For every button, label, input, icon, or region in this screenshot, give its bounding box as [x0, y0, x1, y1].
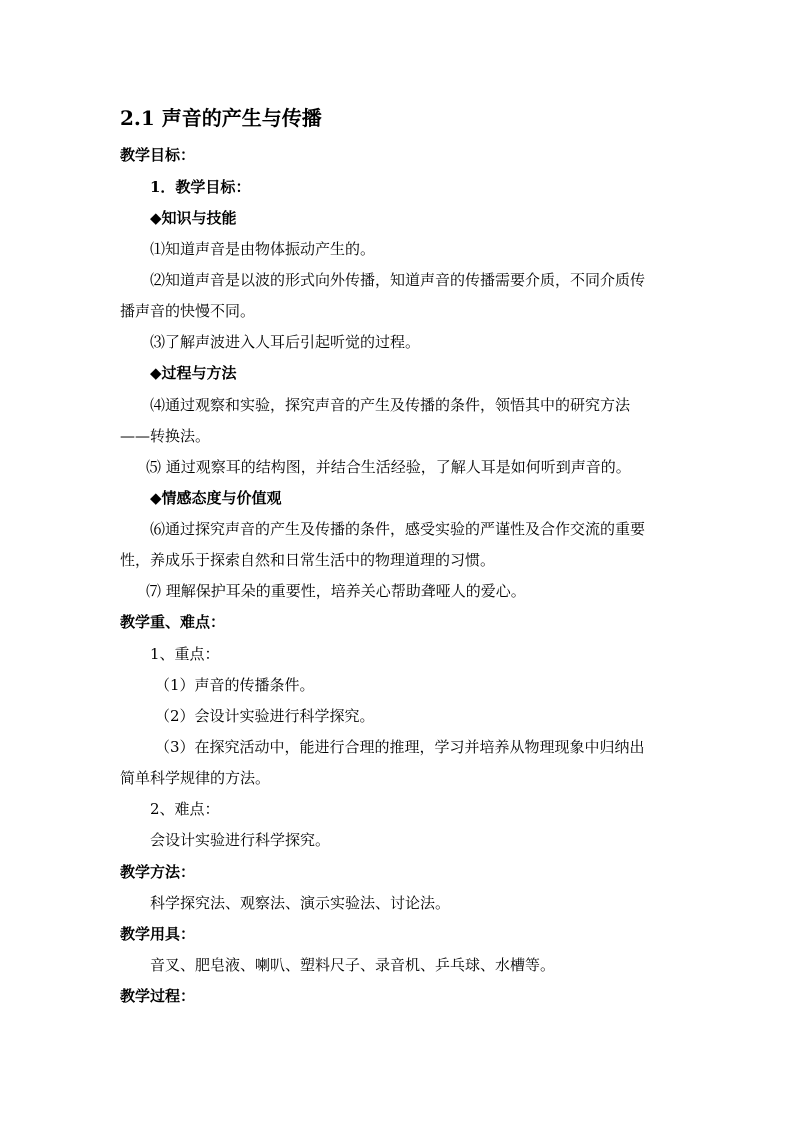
- difficult-subheading: 2、难点：: [150, 800, 220, 818]
- key-difficult-heading: 教学重、难点：: [120, 613, 226, 631]
- process-item-4-line-2: ——转换法。: [120, 427, 211, 445]
- key-subheading: 1、重点：: [150, 645, 220, 663]
- difficult-item-1: 会设计实验进行科学探究。: [150, 831, 331, 849]
- knowledge-item-1: ⑴知道声音是由物体振动产生的。: [150, 240, 376, 258]
- process-item-5: ⑸ 通过观察耳的结构图，并结合生活经验，了解人耳是如何听到声音的。: [146, 458, 631, 476]
- process-heading: ◆过程与方法: [150, 364, 237, 382]
- objectives-heading: 教学目标：: [120, 146, 196, 164]
- tools-text: 音叉、肥皂液、喇叭、塑料尺子、录音机、乒乓球、水槽等。: [150, 956, 556, 974]
- knowledge-item-2-line-1: ⑵知道声音是以波的形式向外传播，知道声音的传播需要介质，不同介质传: [150, 271, 646, 289]
- attitude-item-6-line-2: 性，养成乐于探索自然和日常生活中的物理道理的习惯。: [120, 551, 496, 569]
- key-item-3-line-2: 简单科学规律的方法。: [120, 769, 271, 787]
- attitude-heading: ◆情感态度与价值观: [150, 489, 282, 507]
- tools-heading: 教学用具：: [120, 925, 196, 943]
- key-item-3-line-1: （3）在探究活动中，能进行合理的推理，学习并培养从物理现象中归纳出: [155, 738, 645, 756]
- knowledge-item-3: ⑶了解声波进入人耳后引起听觉的过程。: [150, 333, 421, 351]
- document-title: 2.1 声音的产生与传播: [120, 106, 322, 130]
- key-item-2: （2）会设计实验进行科学探究。: [155, 707, 375, 725]
- process-final-heading: 教学过程：: [120, 987, 196, 1005]
- attitude-item-6-line-1: ⑹通过探究声音的产生及传播的条件，感受实验的严谨性及合作交流的重要: [150, 520, 646, 538]
- attitude-item-7: ⑺ 理解保护耳朵的重要性，培养关心帮助聋哑人的爱心。: [146, 582, 526, 600]
- methods-heading: 教学方法：: [120, 863, 196, 881]
- knowledge-item-2-line-2: 播声音的快慢不同。: [120, 302, 256, 320]
- key-item-1: （1）声音的传播条件。: [155, 676, 315, 694]
- methods-text: 科学探究法、观察法、演示实验法、讨论法。: [150, 894, 451, 912]
- knowledge-heading: ◆知识与技能: [150, 209, 237, 227]
- objectives-subheading: 1．教学目标：: [150, 178, 251, 196]
- process-item-4-line-1: ⑷通过观察和实验，探究声音的产生及传播的条件，领悟其中的研究方法: [150, 396, 631, 414]
